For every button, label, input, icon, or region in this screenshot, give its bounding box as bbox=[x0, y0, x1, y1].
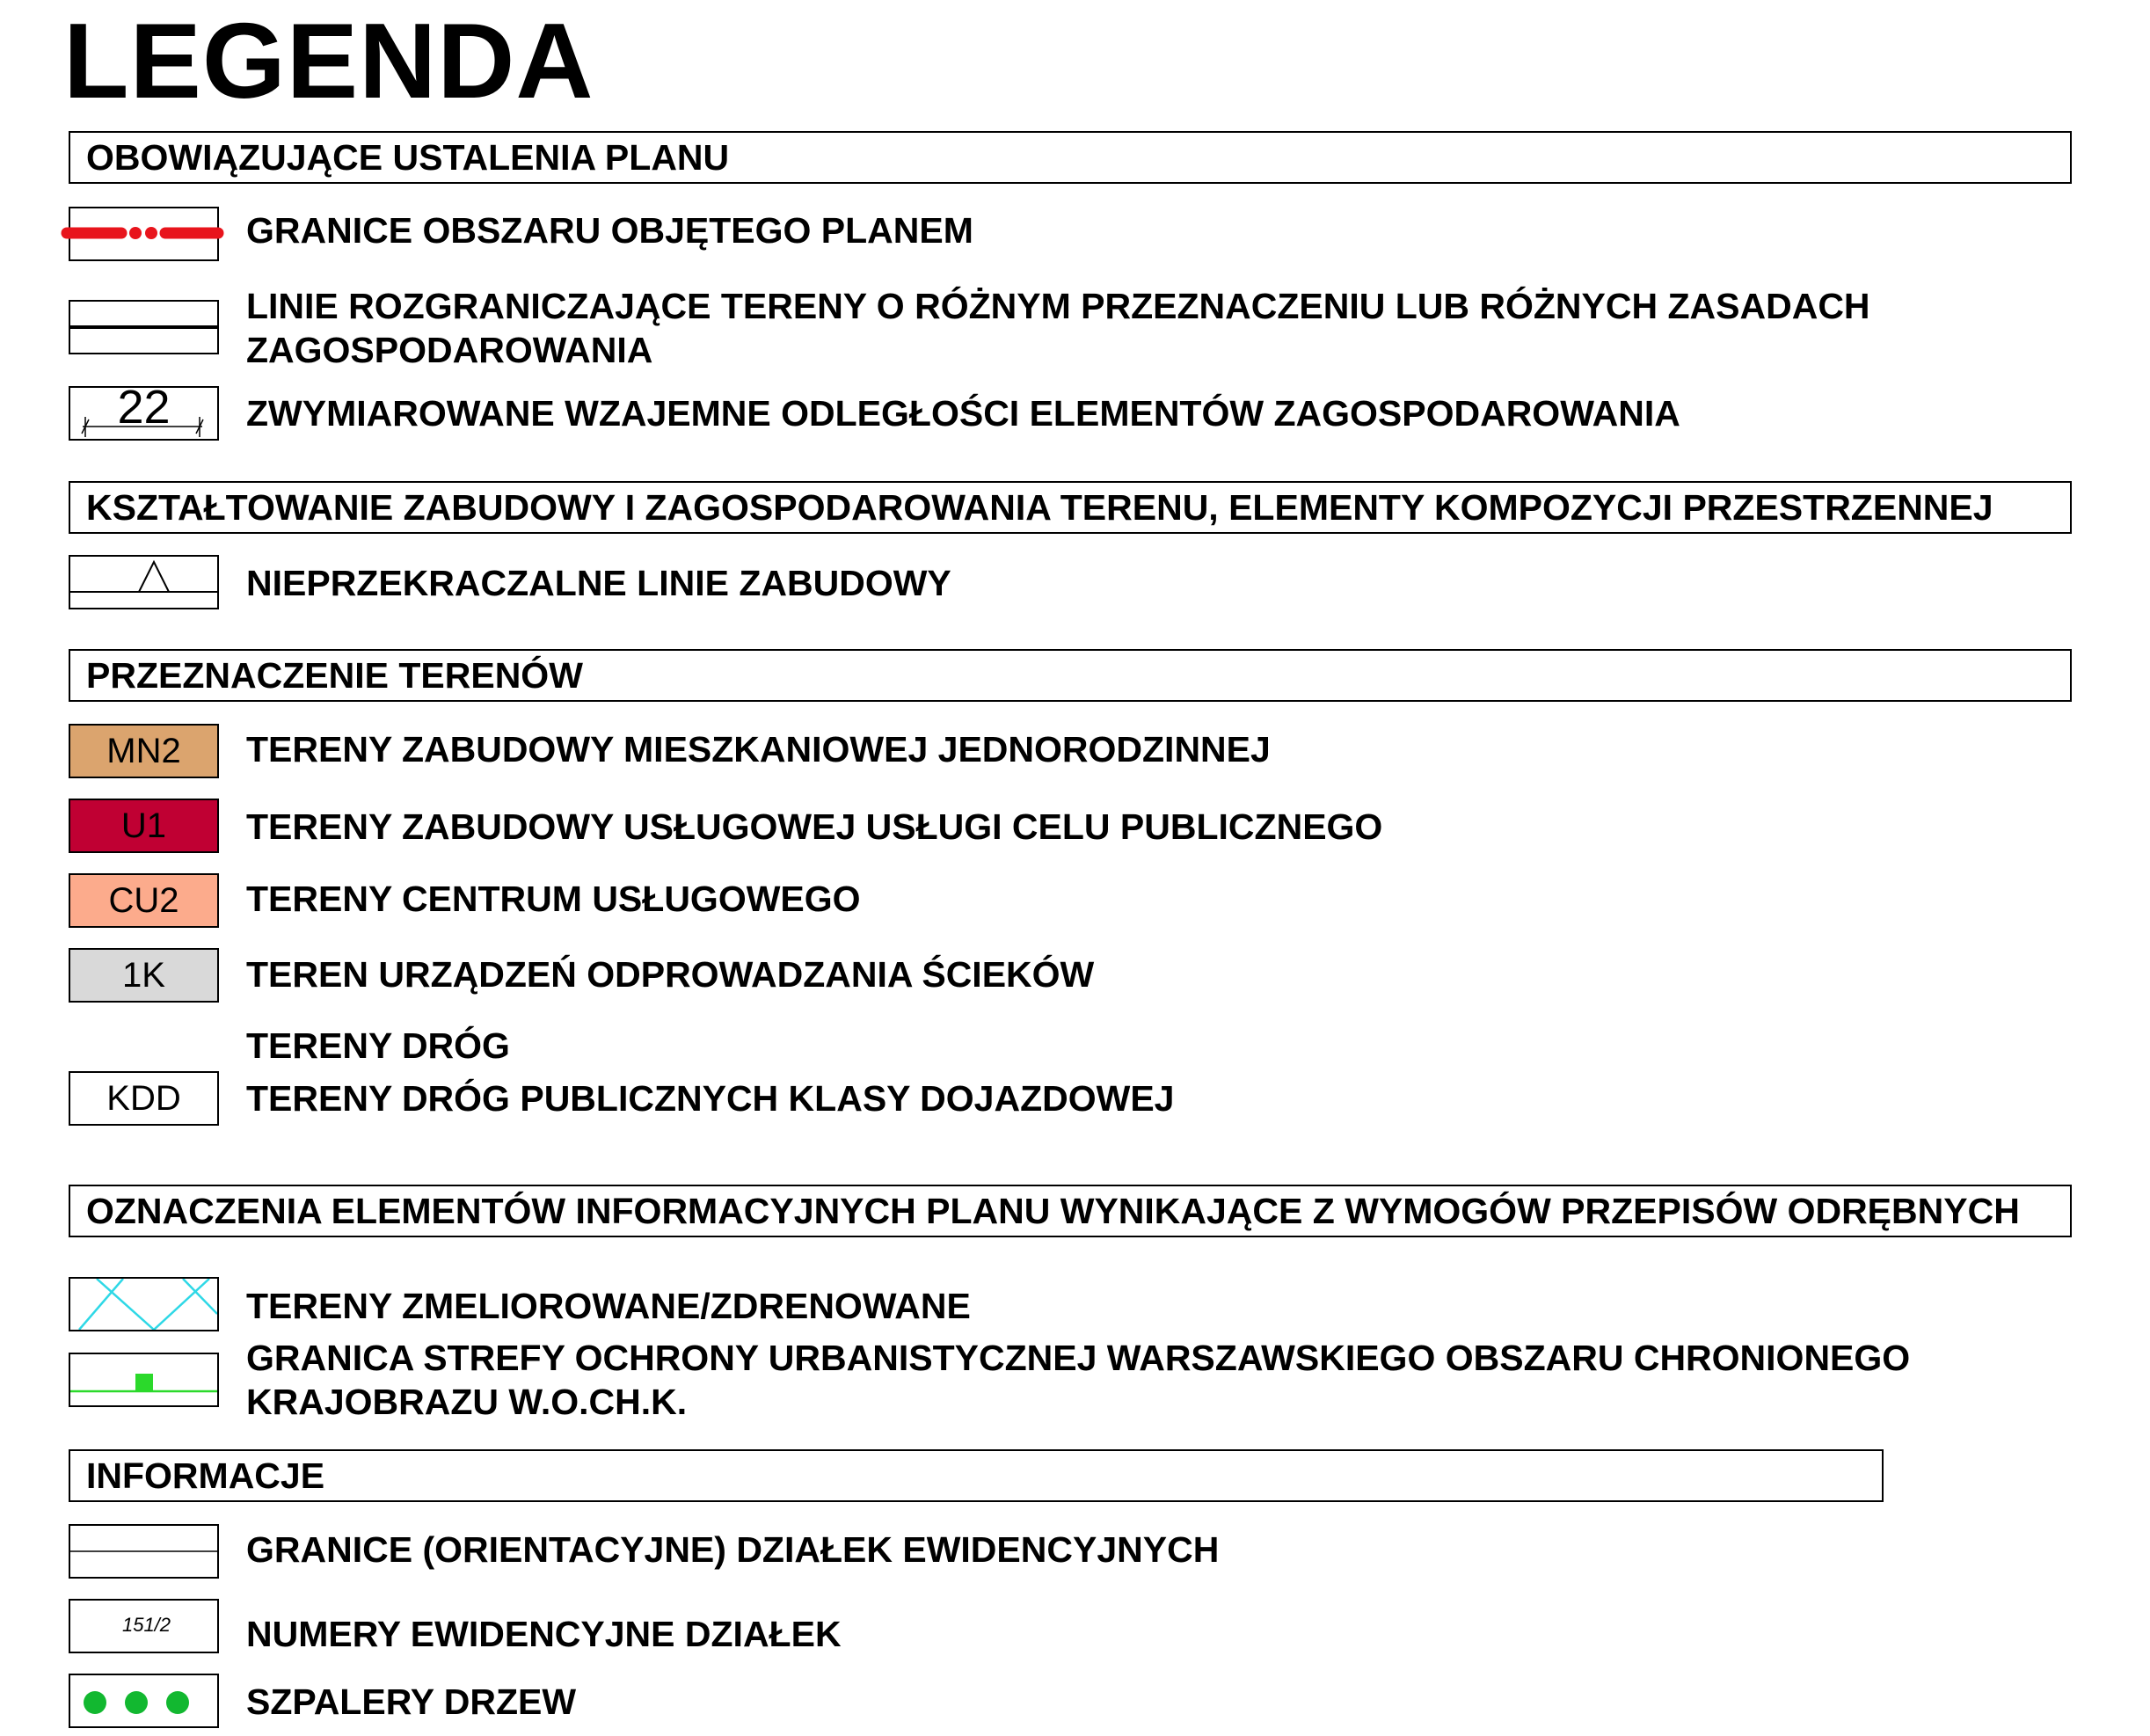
kdd-symbol: KDD bbox=[69, 1071, 219, 1126]
drained-symbol bbox=[69, 1277, 219, 1331]
mn2-label: TERENY ZABUDOWY MIESZKANIOWEJ JEDNORODZINNEJ bbox=[246, 729, 1271, 770]
section-info: INFORMACJE bbox=[69, 1449, 1884, 1502]
parcel-numbers-symbol bbox=[69, 1599, 219, 1653]
building-lines-symbol bbox=[69, 555, 219, 609]
drainage-cross-icon bbox=[70, 1279, 217, 1330]
kdd-label: TERENY DRÓG PUBLICZNYCH KLASY DOJAZDOWEJ bbox=[246, 1078, 1175, 1119]
cu2-symbol: CU2 bbox=[69, 873, 219, 928]
parcel-numbers-label: NUMERY EWIDENCYJNE DZIAŁEK bbox=[246, 1614, 842, 1654]
1k-label: TEREN URZĄDZEŃ ODPROWADZANIA ŚCIEKÓW bbox=[246, 954, 1095, 995]
mn2-symbol: MN2 bbox=[69, 724, 219, 778]
parcel-boundaries-symbol bbox=[69, 1524, 219, 1579]
triangle-building-line-icon bbox=[70, 557, 217, 608]
protection-zone-label-2: KRAJOBRAZU W.O.CH.K. bbox=[246, 1382, 688, 1422]
u1-symbol: U1 bbox=[69, 799, 219, 853]
legend-title: LEGENDA bbox=[63, 1, 594, 120]
green-zone-line-icon bbox=[70, 1354, 217, 1405]
u1-label: TERENY ZABUDOWY USŁUGOWEJ USŁUGI CELU PUBLICZNEGO bbox=[246, 806, 1383, 847]
double-line-icon bbox=[70, 302, 217, 353]
plan-boundary-label: GRANICE OBSZARU OBJĘTEGO PLANEM bbox=[246, 210, 973, 251]
building-lines-label: NIEPRZEKRACZALNE LINIE ZABUDOWY bbox=[246, 563, 951, 603]
drained-label: TERENY ZMELIOROWANE/ZDRENOWANE bbox=[246, 1286, 971, 1326]
cu2-label: TERENY CENTRUM USŁUGOWEGO bbox=[246, 879, 861, 919]
section-composition: KSZTAŁTOWANIE ZABUDOWY I ZAGOSPODAROWANIA TERENU, ELEMENTY KOMPOZYCJI PRZESTRZENNEJ bbox=[69, 481, 2072, 534]
dimension-symbol bbox=[69, 381, 219, 441]
dimensions-label: ZWYMIAROWANE WZAJEMNE ODLEGŁOŚCI ELEMENTÓW ZAGOSPODAROWANIA bbox=[246, 393, 1680, 434]
tree-rows-label: SZPALERY DRZEW bbox=[246, 1681, 577, 1722]
tree-dots-icon bbox=[70, 1675, 217, 1726]
parcel-boundaries-label: GRANICE (ORIENTACYJNE) DZIAŁEK EWIDENCYJNYCH bbox=[246, 1529, 1220, 1570]
dividing-lines-label-2: ZAGOSPODAROWANIA bbox=[246, 330, 653, 370]
roads-header-label: TERENY DRÓG bbox=[246, 1025, 510, 1066]
plan-boundary-symbol bbox=[69, 207, 219, 261]
tree-rows-symbol bbox=[69, 1674, 219, 1728]
section-informative: OZNACZENIA ELEMENTÓW INFORMACYJNYCH PLANU WYNIKAJĄCE Z WYMOGÓW PRZEPISÓW ODRĘBNYCH bbox=[69, 1185, 2072, 1237]
parcel-line-icon bbox=[70, 1526, 217, 1577]
dimension-value: 22 bbox=[117, 381, 171, 434]
dividing-lines-label-1: LINIE ROZGRANICZAJĄCE TERENY O RÓŻNYM PRZEZNACZENIU LUB RÓŻNYCH ZASADACH bbox=[246, 286, 1870, 326]
1k-symbol: 1K bbox=[69, 948, 219, 1003]
protection-zone-symbol bbox=[69, 1353, 219, 1407]
parcel-number-sample: 151/2 bbox=[121, 1614, 171, 1636]
section-land-use: PRZEZNACZENIE TERENÓW bbox=[69, 649, 2072, 702]
dividing-lines-symbol bbox=[69, 300, 219, 354]
protection-zone-label-1: GRANICA STREFY OCHRONY URBANISTYCZNEJ WARSZAWSKIEGO OBSZARU CHRONIONEGO bbox=[246, 1338, 1911, 1378]
red-dashdot-line-icon bbox=[67, 207, 217, 261]
section-binding-rules: OBOWIĄZUJĄCE USTALENIA PLANU bbox=[69, 131, 2072, 184]
